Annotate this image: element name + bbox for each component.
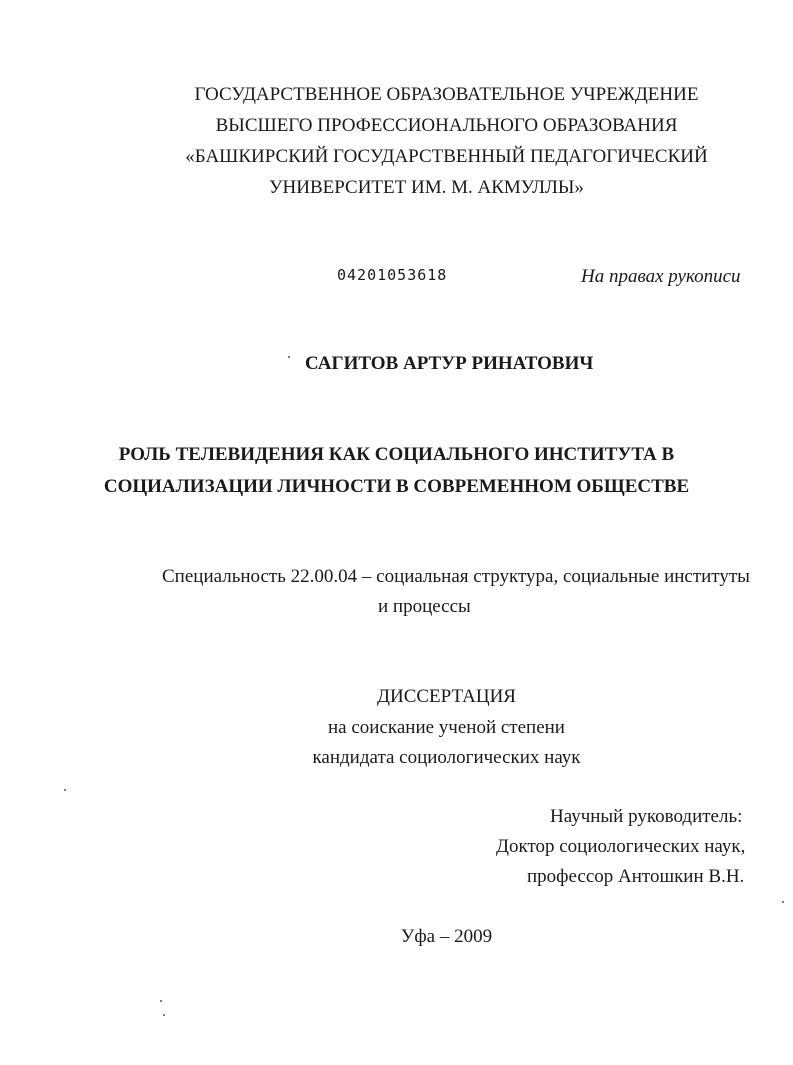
title-line-2: СОЦИАЛИЗАЦИИ ЛИЧНОСТИ В СОВРЕМЕННОМ ОБЩЕСТВЕ — [103, 476, 690, 497]
place-year: Уфа – 2009 — [400, 926, 493, 947]
supervisor-label: Научный руководитель: — [550, 806, 743, 827]
degree-type: ДИССЕРТАЦИЯ — [377, 686, 516, 707]
scan-speck — [288, 356, 290, 358]
institution-line-3: «БАШКИРСКИЙ ГОСУДАРСТВЕННЫЙ ПЕДАГОГИЧЕСКИЙ — [185, 146, 708, 167]
institution-line-2: ВЫСШЕГО ПРОФЕССИОНАЛЬНОГО ОБРАЗОВАНИЯ — [215, 115, 678, 136]
scan-speck — [782, 901, 784, 903]
institution-line-1: ГОСУДАРСТВЕННОЕ ОБРАЗОВАТЕЛЬНОЕ УЧРЕЖДЕНИЕ — [194, 84, 699, 105]
scan-speck — [163, 1014, 165, 1016]
title-line-1: РОЛЬ ТЕЛЕВИДЕНИЯ КАК СОЦИАЛЬНОГО ИНСТИТУТА В — [118, 444, 675, 465]
specialty-line-2: и процессы — [378, 596, 471, 617]
document-number: 04201053618 — [337, 266, 448, 284]
scan-speck — [160, 1000, 162, 1002]
specialty-line-1: Специальность 22.00.04 – социальная структура, социальные институты — [162, 566, 750, 587]
author-name: САГИТОВ АРТУР РИНАТОВИЧ — [305, 353, 594, 374]
scan-speck — [64, 789, 66, 791]
institution-line-4: УНИВЕРСИТЕТ ИМ. М. АКМУЛЛЫ» — [269, 177, 584, 198]
degree-line-2: кандидата социологических наук — [312, 747, 581, 768]
degree-line-1: на соискание ученой степени — [328, 717, 565, 738]
manuscript-note: На правах рукописи — [581, 266, 741, 287]
supervisor-degree: Доктор социологических наук, — [496, 836, 746, 857]
supervisor-name: профессор Антошкин В.Н. — [527, 866, 745, 887]
